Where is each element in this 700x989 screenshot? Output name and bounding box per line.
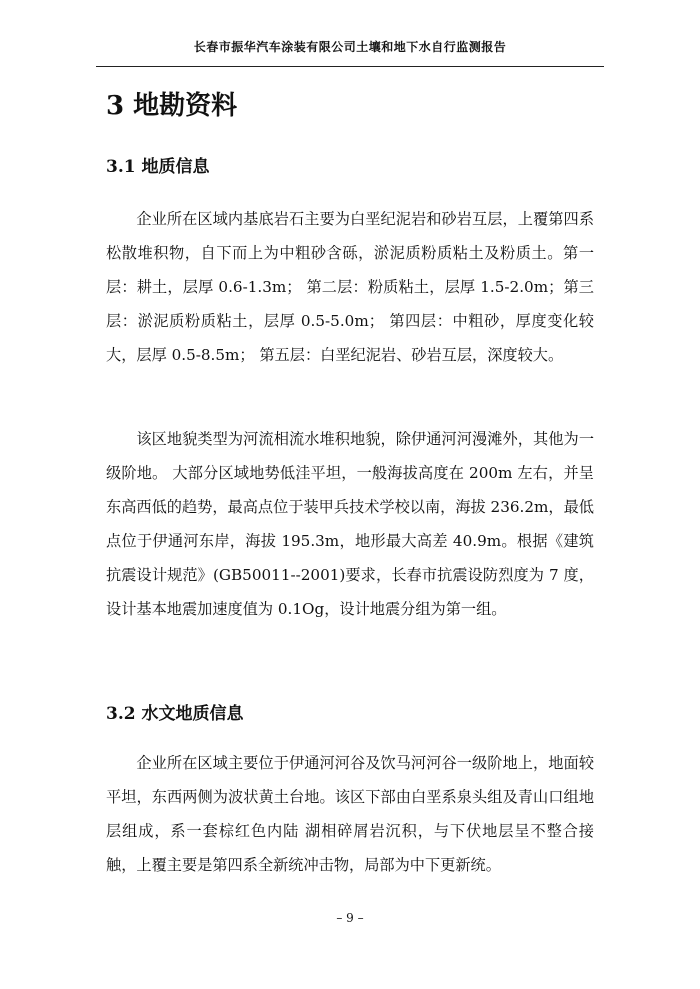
chapter-title: 3 地勘资料 bbox=[106, 91, 238, 121]
page-number: – 9 – bbox=[336, 911, 364, 925]
section-title-hydrogeology: 3.2 水文地质信息 bbox=[106, 704, 244, 724]
paragraph-hydrogeology: 企业所在区域主要位于伊通河河谷及饮马河河谷一级阶地上，地面较平坦，东西两侧为波状黄土台地。该区下部由白垩系泉头组及青山口组地层组成，系一套棕红色内陆 湖相碎屑岩沉积，与下伏地层呈不整合接触，上覆主要是第四系全新统冲击物，局部为中下更新统。 bbox=[106, 754, 594, 874]
paragraph-geomorphology: 该区地貌类型为河流相流水堆积地貌，除伊通河河漫滩外，其他为一级阶地。 大部分区域地势低洼平坦，一般海拔高度在 200m 左右，并呈东高西低的趋势，最高点位于装甲兵技术学校以南，海拔 236.2m，最低点位于伊通河东岸，海拔 195.3m，地形最大高差 40.9m。根据《建筑抗震设计规范》(GB50011--2001)要求，长春市抗震设防烈度为 7 度，设计基本地震加速度值为 0.1Og，设计地震分组为第一组。 bbox=[106, 430, 594, 618]
page-header: 长春市振华汽车涂装有限公司土壤和地下水自行监测报告 bbox=[193, 40, 507, 54]
paragraph-geology-strata: 企业所在区域内基底岩石主要为白垩纪泥岩和砂岩互层，上覆第四系松散堆积物，自下而上为中粗砂含砾，淤泥质粉质粘土及粉质土。第一层：耕土，层厚 0.6-1.3m； 第二层：粉质粘土，层厚 1.5-2.0m；第三层：淤泥质粉质粘土，层厚 0.5-5.0m； 第四层：中粗砂，厚度变化较大，层厚 0.5-8.5m； 第五层：白垩纪泥岩、砂岩互层，深度较大。 bbox=[106, 210, 594, 364]
header-divider bbox=[96, 66, 604, 67]
section-title-geology: 3.1 地质信息 bbox=[106, 157, 210, 177]
